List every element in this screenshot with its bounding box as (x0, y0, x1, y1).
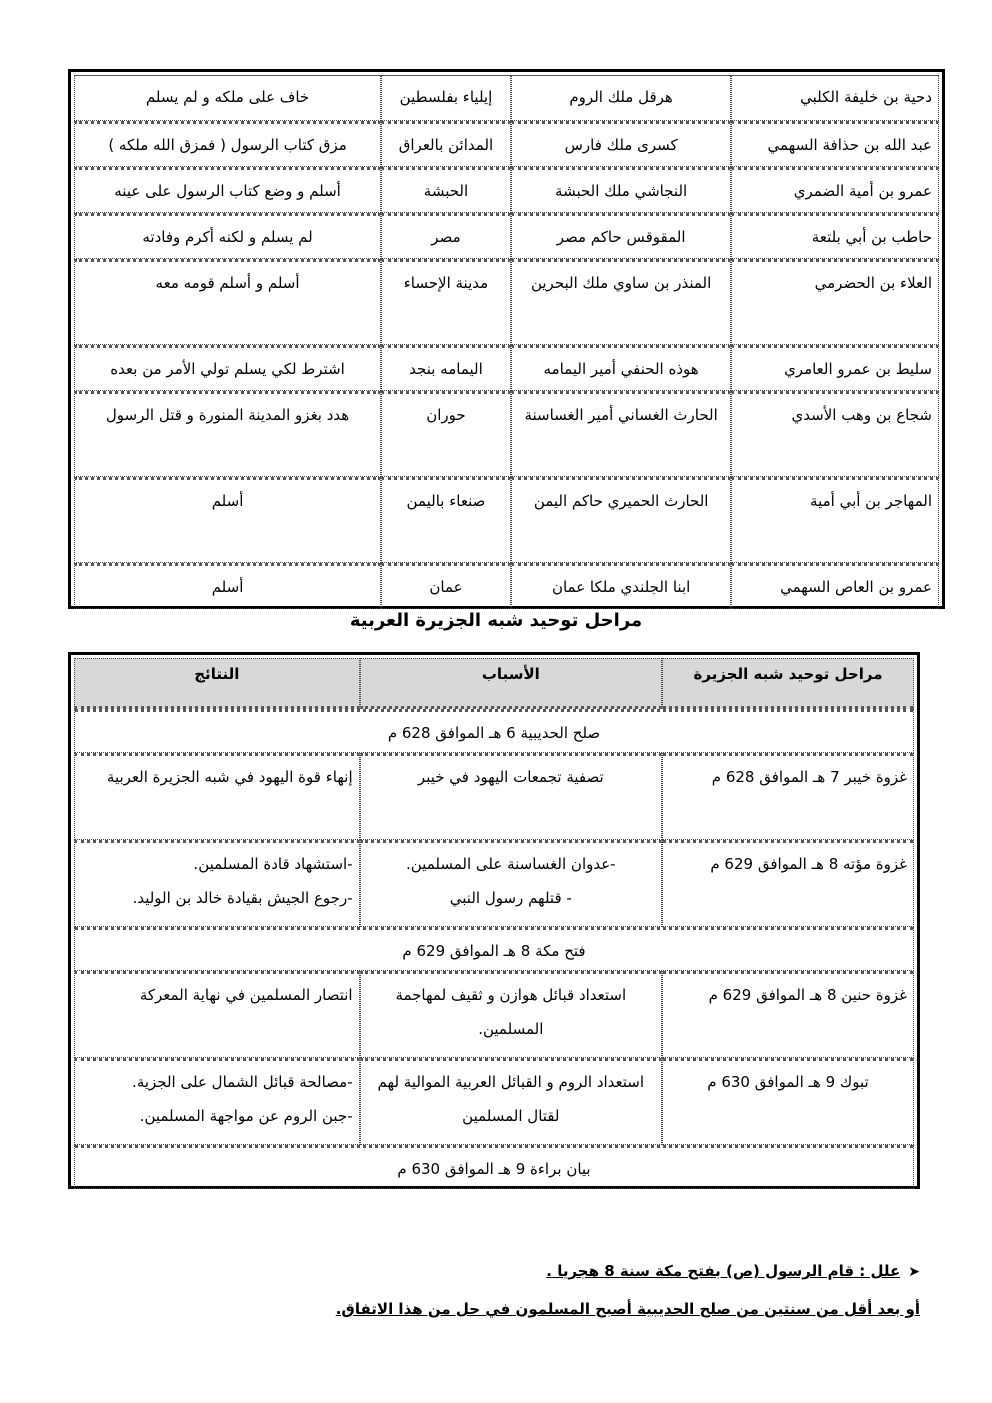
envoy-name: سليط بن عمرو العامري (731, 345, 939, 391)
ruler-name: الحارث الغساني أمير الغساسنة (511, 391, 732, 477)
location: اليمامه بنجد (381, 345, 511, 391)
ruler-name: المقوقس حاكم مصر (511, 213, 732, 259)
envoy-name: دحية بن خليفة الكلبي (731, 75, 939, 121)
envoy-row (74, 259, 939, 345)
note-question-text: علل : قام الرسول (ص) بفتح مكة سنة 8 هجريا . (546, 1262, 901, 1280)
envoy-name: العلاء بن الحضرمي (731, 259, 939, 345)
hunayn-result: انتصار المسلمين في نهاية المعركة (74, 971, 360, 1058)
ruler-response: أسلم و وضع كتاب الرسول على عينه (74, 167, 381, 213)
ruler-name: النجاشي ملك الحبشة (511, 167, 732, 213)
location: الحبشة (381, 167, 511, 213)
mutah-cause-1: -عدوان الغساسنة على المسلمين. (406, 855, 616, 873)
envoy-row (74, 563, 939, 609)
mutah-result-2: -رجوع الجيش بقيادة خالد بن الوليد. (132, 889, 353, 907)
mutah-results (74, 840, 360, 927)
envoy-row (74, 477, 939, 563)
hudaybiyyah-row: صلح الحديبية 6 هـ الموافق 628 م (74, 709, 914, 753)
ruler-response: لم يسلم و لكنه أكرم وفادته (74, 213, 381, 259)
note-answer (336, 1300, 920, 1318)
envoy-row (74, 213, 939, 259)
location: حوران (381, 391, 511, 477)
envoy-row (74, 391, 939, 477)
tabuk-stage: تبوك 9 هـ الموافق 630 م (662, 1058, 914, 1145)
mutah-result-1: -استشهاد قادة المسلمين. (193, 855, 353, 873)
envoy-name: عبد الله بن حذافة السهمي (731, 121, 939, 167)
khaybar-stage: غزوة خيبر 7 هـ الموافق 628 م (662, 753, 914, 840)
envoys-table (68, 69, 945, 609)
envoy-name: حاطب بن أبي بلتعة (731, 213, 939, 259)
envoy-name: عمرو بن العاص السهمي (731, 563, 939, 609)
location: مصر (381, 213, 511, 259)
ruler-name: هرقل ملك الروم (511, 75, 732, 121)
envoy-name: شجاع بن وهب الأسدي (731, 391, 939, 477)
header-stages: مراحل توحيد شبه الجزيرة (662, 658, 914, 709)
tabuk-results (74, 1058, 360, 1145)
note-question (546, 1262, 920, 1280)
tabuk-cause: استعداد الروم و القبائل العربية الموالية لهم لقتال المسلمين (360, 1058, 662, 1145)
unification-table (68, 652, 920, 1189)
hunayn-cause: استعداد قبائل هوازن و ثقيف لمهاجمة المسلمين. (360, 971, 662, 1058)
baraah-row: بيان براءة 9 هـ الموافق 630 م (74, 1145, 914, 1189)
mutah-cause-2: - قتلهم رسول النبي (449, 889, 572, 907)
arrow-bullet-icon: ➤ (908, 1264, 920, 1280)
khaybar-cause: تصفية تجمعات اليهود في خيبر (360, 753, 662, 840)
ruler-name: الحارث الحميري حاكم اليمن (511, 477, 732, 563)
ruler-name: هوذه الحنفي أمير اليمامه (511, 345, 732, 391)
mutah-stage: غزوة مؤته 8 هـ الموافق 629 م (662, 840, 914, 927)
ruler-response: أسلم و أسلم قومه معه (74, 259, 381, 345)
envoy-row (74, 121, 939, 167)
envoy-row (74, 75, 939, 121)
ruler-name: ابنا الجلندي ملكا عمان (511, 563, 732, 609)
ruler-name: كسرى ملك فارس (511, 121, 732, 167)
hunayn-stage: غزوة حنين 8 هـ الموافق 629 م (662, 971, 914, 1058)
note-answer-text: أو بعد أقل من سنتين من صلح الحديبية أصبح المسلمون في حل من هذا الاتفاق. (335, 1300, 920, 1318)
ruler-response: مزق كتاب الرسول ( فمزق الله ملكه ) (74, 121, 381, 167)
location: عمان (381, 563, 511, 609)
section-title: مراحل توحيد شبه الجزيرة العربية (349, 610, 643, 631)
ruler-response: خاف على ملكه و لم يسلم (74, 75, 381, 121)
location: إيلياء بفلسطين (381, 75, 511, 121)
ruler-response: أسلم (74, 563, 381, 609)
mutah-causes (360, 840, 662, 927)
envoy-row (74, 167, 939, 213)
header-causes: الأسباب (360, 658, 662, 709)
ruler-response: هدد بغزو المدينة المنورة و قتل الرسول (74, 391, 381, 477)
location: مدينة الإحساء (381, 259, 511, 345)
location: صنعاء باليمن (381, 477, 511, 563)
location: المدائن بالعراق (381, 121, 511, 167)
makkah-row: فتح مكة 8 هـ الموافق 629 م (74, 927, 914, 971)
envoy-name: المهاجر بن أبي أمية (731, 477, 939, 563)
envoy-row (74, 345, 939, 391)
header-results: النتائج (74, 658, 360, 709)
ruler-response: اشترط لكي يسلم تولي الأمر من بعده (74, 345, 381, 391)
khaybar-result: إنهاء قوة اليهود في شبه الجزيرة العربية (74, 753, 360, 840)
ruler-response: أسلم (74, 477, 381, 563)
envoy-name: عمرو بن أمية الضمري (731, 167, 939, 213)
tabuk-result-1: -مصالحة قبائل الشمال على الجزية. (132, 1073, 353, 1091)
ruler-name: المنذر بن ساوي ملك البحرين (511, 259, 732, 345)
tabuk-result-2: -جبن الروم عن مواجهة المسلمين. (139, 1107, 353, 1125)
